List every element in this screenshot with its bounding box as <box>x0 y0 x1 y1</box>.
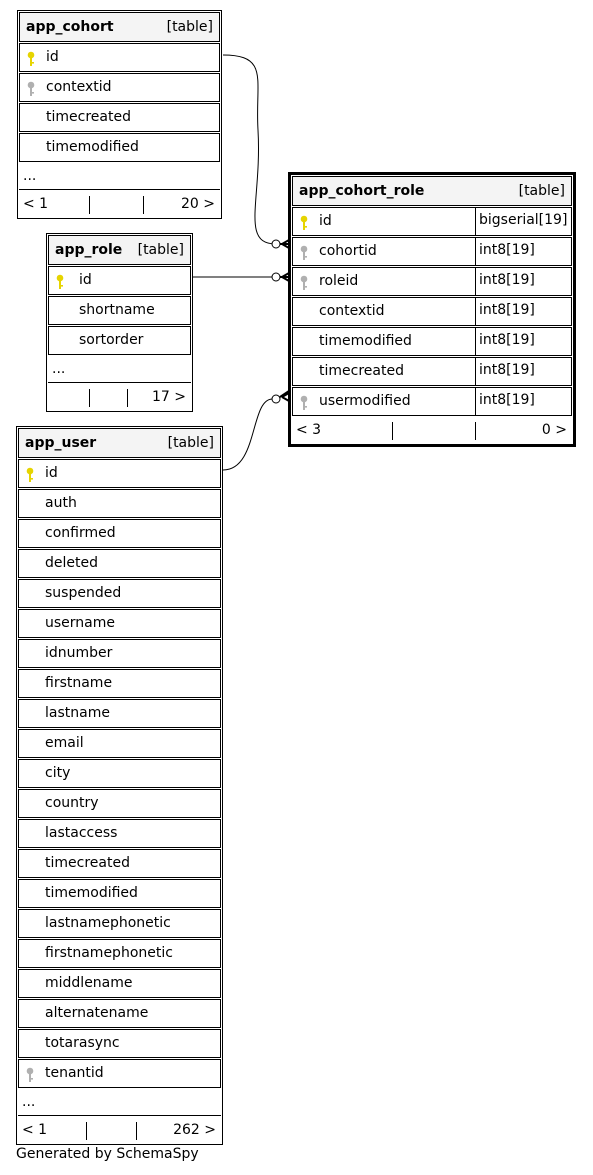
column-row[interactable] <box>18 849 221 878</box>
column-name: lastnamephonetic <box>45 915 171 931</box>
children-count: 0 > <box>541 422 567 438</box>
column-row[interactable] <box>18 879 221 908</box>
primary-key-icon <box>26 50 36 66</box>
column-name: auth <box>45 495 77 511</box>
column-row[interactable] <box>18 699 221 728</box>
column-row[interactable] <box>18 549 221 578</box>
table-name: app_role <box>55 242 123 258</box>
foreign-key-icon <box>25 1066 35 1082</box>
foreign-key-icon <box>26 80 36 96</box>
column-name: username <box>45 615 115 631</box>
column-row[interactable] <box>18 639 221 668</box>
column-name: firstnamephonetic <box>45 945 173 961</box>
table-tag: [table] <box>166 19 213 35</box>
column-row[interactable] <box>292 387 572 416</box>
column-row[interactable] <box>18 759 221 788</box>
column-name: tenantid <box>45 1065 104 1081</box>
column-name: city <box>45 765 71 781</box>
table-app-cohort[interactable] <box>17 10 222 219</box>
column-row[interactable] <box>18 459 221 488</box>
column-row[interactable] <box>18 489 221 518</box>
column-name: timecreated <box>45 855 130 871</box>
column-name: deleted <box>45 555 98 571</box>
column-row[interactable] <box>18 1029 221 1058</box>
parents-count: < 1 <box>23 196 49 212</box>
children-count: 17 > <box>152 389 186 405</box>
column-name: alternatename <box>45 1005 149 1021</box>
column-row[interactable] <box>48 326 191 355</box>
foreign-key-icon <box>299 274 309 290</box>
column-name: email <box>45 735 84 751</box>
column-type: bigserial[19] <box>475 207 567 236</box>
column-row[interactable] <box>18 519 221 548</box>
column-name: shortname <box>79 302 155 318</box>
column-name: id <box>319 213 332 229</box>
table-header[interactable] <box>18 428 221 458</box>
column-type: int8[19] <box>475 237 535 266</box>
column-name: firstname <box>45 675 113 691</box>
column-name: idnumber <box>45 645 113 661</box>
column-name: cohortid <box>319 243 377 259</box>
column-row[interactable] <box>18 579 221 608</box>
parents-count: < 1 <box>22 1122 48 1138</box>
table-footer <box>19 191 220 217</box>
table-header[interactable] <box>48 235 191 265</box>
more-columns: ... <box>19 163 220 190</box>
column-name: contextid <box>46 79 112 95</box>
column-name: timecreated <box>46 109 131 125</box>
column-row[interactable] <box>48 266 191 295</box>
column-row[interactable] <box>19 73 220 102</box>
column-name: contextid <box>319 303 385 319</box>
column-row[interactable] <box>48 296 191 325</box>
column-name: id <box>46 49 59 65</box>
column-type: int8[19] <box>475 387 535 416</box>
column-row[interactable] <box>19 133 220 162</box>
table-tag: [table] <box>137 242 184 258</box>
table-footer <box>292 417 572 443</box>
column-row[interactable] <box>18 939 221 968</box>
column-name: middlename <box>45 975 133 991</box>
column-row[interactable] <box>19 43 220 72</box>
column-row[interactable] <box>19 103 220 132</box>
table-name: app_cohort <box>26 19 114 35</box>
parents-count: < 3 <box>296 422 322 438</box>
column-row[interactable] <box>18 789 221 818</box>
column-name: usermodified <box>319 393 411 409</box>
table-app-user[interactable] <box>16 426 223 1145</box>
column-name: sortorder <box>79 332 144 348</box>
column-name: id <box>79 272 92 288</box>
column-name: confirmed <box>45 525 116 541</box>
primary-key-icon <box>55 273 65 289</box>
foreign-key-icon <box>299 394 309 410</box>
column-name: totarasync <box>45 1035 120 1051</box>
column-row[interactable] <box>292 357 572 386</box>
column-row[interactable] <box>18 609 221 638</box>
link-end-circle <box>272 273 280 281</box>
table-footer <box>48 384 191 410</box>
link-user-to-cohortrole <box>223 399 272 470</box>
column-type: int8[19] <box>475 297 535 326</box>
column-type: int8[19] <box>475 327 535 356</box>
table-tag: [table] <box>167 435 214 451</box>
table-app-cohort-role[interactable] <box>288 172 576 447</box>
column-row[interactable] <box>18 909 221 938</box>
table-name: app_user <box>25 435 97 451</box>
more-columns: ... <box>48 356 191 383</box>
primary-key-icon <box>25 466 35 482</box>
column-row[interactable] <box>292 237 572 266</box>
table-tag: [table] <box>518 183 565 199</box>
column-row[interactable] <box>292 327 572 356</box>
table-footer <box>18 1117 221 1143</box>
column-name: roleid <box>319 273 359 289</box>
column-name: lastname <box>45 705 110 721</box>
column-row[interactable] <box>18 819 221 848</box>
link-end-circle <box>272 240 280 248</box>
column-row[interactable] <box>292 267 572 296</box>
more-columns: ... <box>18 1089 221 1116</box>
column-row[interactable] <box>18 1059 221 1088</box>
foreign-key-icon <box>299 244 309 260</box>
column-name: country <box>45 795 99 811</box>
column-row[interactable] <box>18 729 221 758</box>
column-row[interactable] <box>18 969 221 998</box>
generator-credit: Generated by SchemaSpy <box>16 1146 199 1162</box>
column-name: id <box>45 465 58 481</box>
children-count: 20 > <box>181 196 215 212</box>
table-header[interactable] <box>292 176 572 206</box>
column-name: timecreated <box>319 363 404 379</box>
column-name: timemodified <box>45 885 138 901</box>
column-row[interactable] <box>292 207 572 236</box>
primary-key-icon <box>299 214 309 230</box>
table-app-role[interactable] <box>46 233 193 412</box>
table-name: app_cohort_role <box>299 183 425 199</box>
column-name: suspended <box>45 585 122 601</box>
column-row[interactable] <box>18 999 221 1028</box>
children-count: 262 > <box>173 1122 216 1138</box>
column-type: int8[19] <box>475 357 535 386</box>
table-header[interactable] <box>19 12 220 42</box>
column-row[interactable] <box>18 669 221 698</box>
column-row[interactable] <box>292 297 572 326</box>
column-name: timemodified <box>319 333 412 349</box>
column-name: timemodified <box>46 139 139 155</box>
link-end-circle <box>272 395 280 403</box>
column-name: lastaccess <box>45 825 118 841</box>
column-type: int8[19] <box>475 267 535 296</box>
link-cohort-to-cohortrole <box>223 55 276 244</box>
